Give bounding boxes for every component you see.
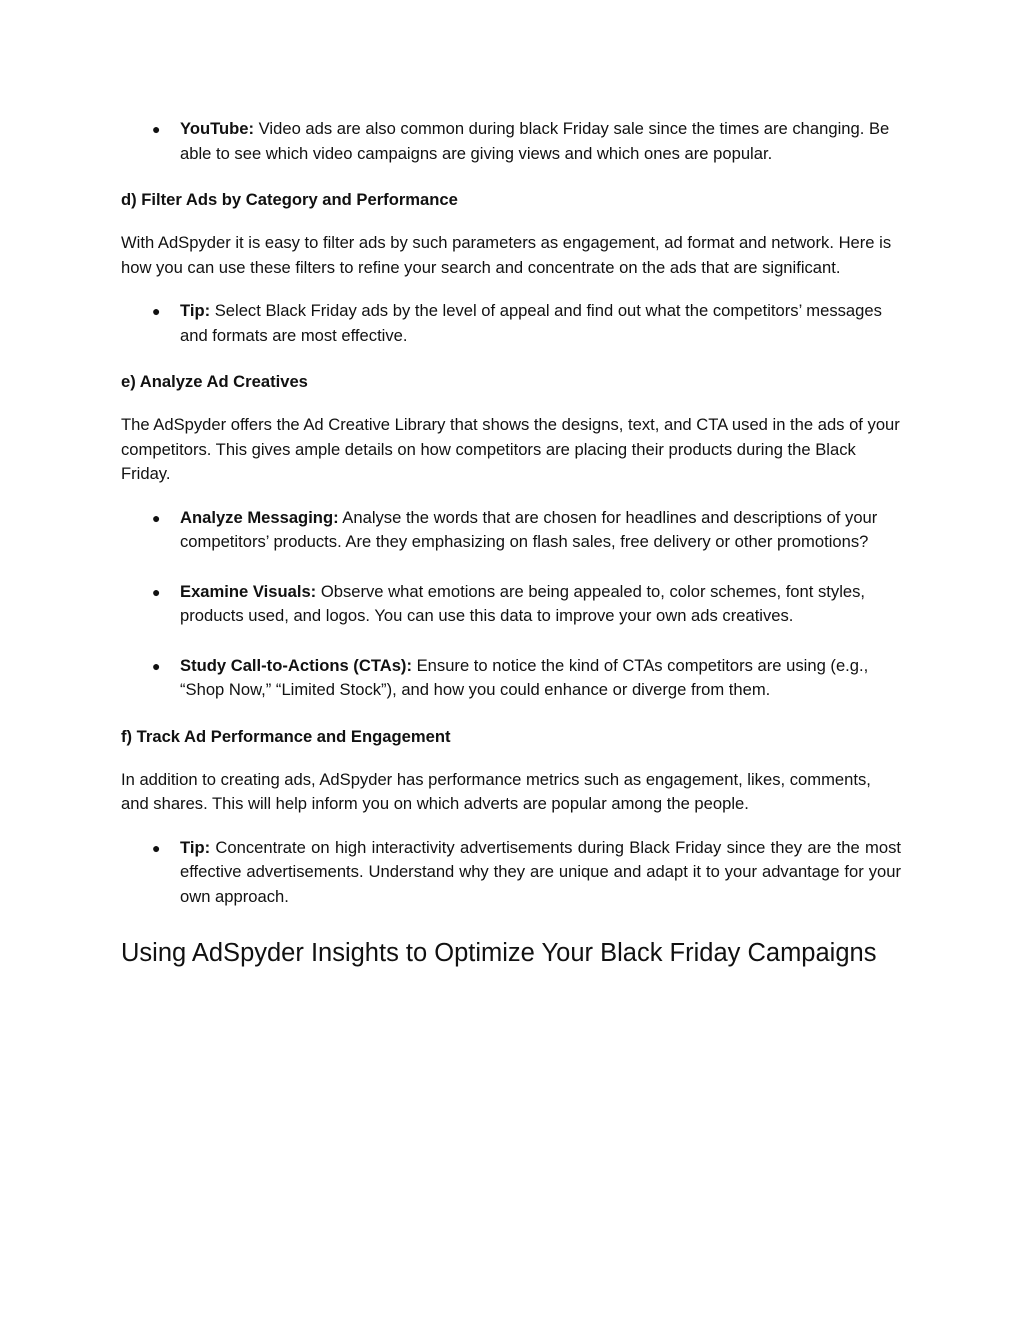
section-d-paragraph: With AdSpyder it is easy to filter ads by such parameters as engagement, ad format and network. Here is how you can use these filters to refine your search and concentrate on the ads that are significant. [121,233,892,277]
bullet-text: Analyse the words that are chosen for headlines and descriptions of your competitors’ products. Are they emphasizing on flash sales, free delivery or other promotions? [180,507,878,551]
bullet-label: Analyze Messaging: [180,507,339,527]
bullet-label: Tip: [180,837,211,857]
bullet-label: YouTube: [180,119,255,138]
document-content [121,117,901,971]
bullet-label: Tip: [180,301,211,320]
bullet-icon: ● [152,121,161,137]
section-d-heading: d) Filter Ads by Category and Performance [121,190,458,209]
section-f-heading: f) Track Ad Performance and Engagement [121,726,451,746]
list-item-tip [121,299,901,348]
section-heading: Using AdSpyder Insights to Optimize Your Black Friday Campaigns [121,939,877,967]
list-item-youtube [121,117,901,166]
section-e-heading: e) Analyze Ad Creatives [121,372,308,391]
bullet-text: Concentrate on high interactivity advertisements during Black Friday since they are the most effective advertisements. Understand why they are unique and adapt it to your advantage for your own approach. [180,837,901,906]
bullet-icon: ● [152,839,161,856]
list-item-study-ctas [121,654,901,703]
bullet-icon: ● [152,583,161,600]
list-item-examine-visuals [121,580,901,629]
section-f-paragraph: In addition to creating ads, AdSpyder has performance metrics such as engagement, likes, comments, and shares. This will help inform you on which adverts are popular among the people. [121,769,871,813]
bullet-text: Ensure to notice the kind of CTAs competitors are using (e.g., “Shop Now,” “Limited Stock”), and how you could enhance or diverge from them. [180,655,869,699]
bullet-text: Video ads are also common during black Friday sale since the times are changing. Be able to see which video campaigns are giving views and which ones are popular. [180,119,890,163]
bullet-label: Study Call-to-Actions (CTAs): [180,655,412,675]
bullet-icon: ● [152,509,161,526]
list-item-tip [121,836,901,910]
section-e-paragraph: The AdSpyder offers the Ad Creative Library that shows the designs, text, and CTA used in the ads of your competitors. This gives ample details on how competitors are placing their products during the Black Friday. [121,415,900,483]
bullet-label: Examine Visuals: [180,581,317,601]
bullet-text: Observe what emotions are being appealed to, color schemes, font styles, products used, and logos. You can use this data to improve your own ads creatives. [180,581,866,625]
bullet-text: Select Black Friday ads by the level of appeal and find out what the competitors’ messages and formats are most effective. [180,301,882,345]
list-item-analyze-messaging [121,506,901,555]
bullet-icon: ● [152,303,161,319]
bullet-icon: ● [152,657,161,674]
